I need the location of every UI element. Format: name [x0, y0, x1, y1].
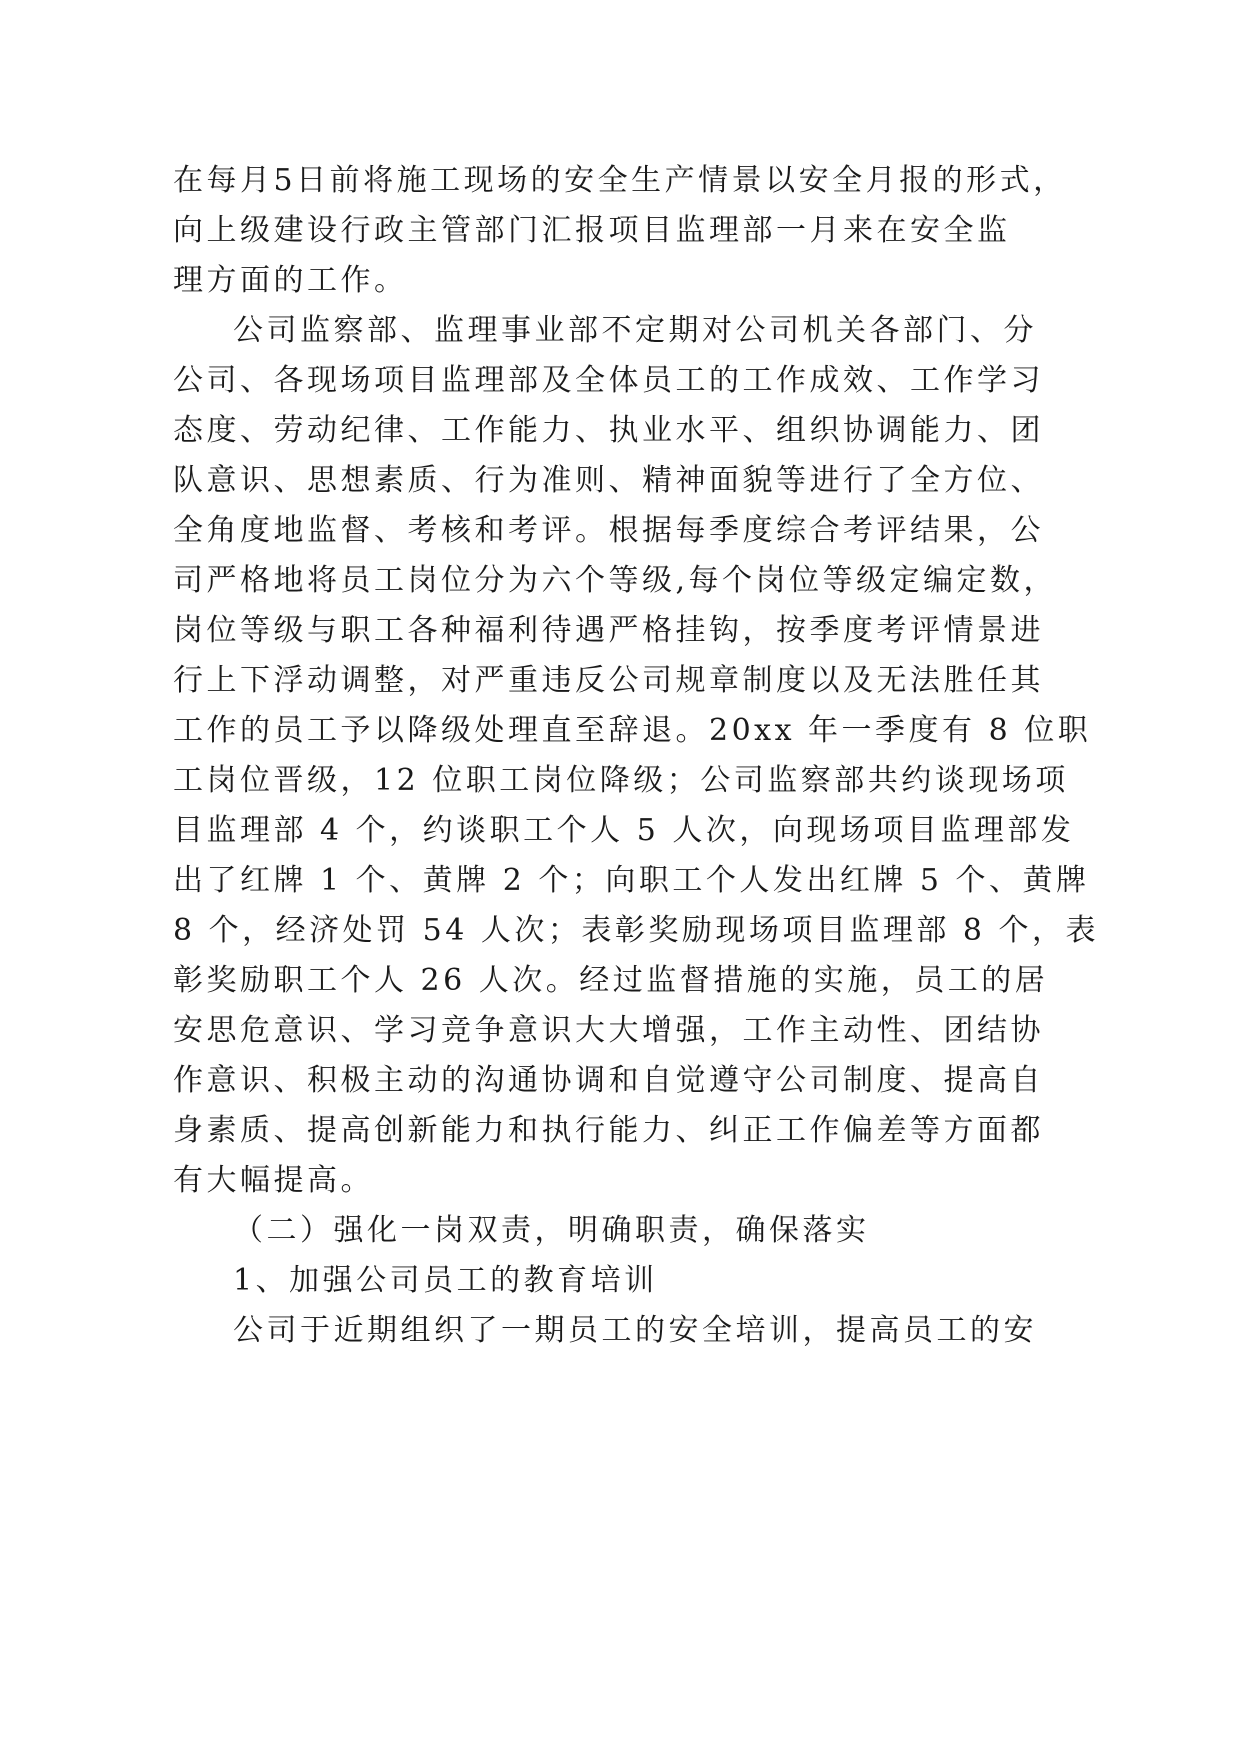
- text-line: 作意识、积极主动的沟通协调和自觉遵守公司制度、提高自: [173, 1063, 1044, 1098]
- text-line: 行上下浮动调整，对严重违反公司规章制度以及无法胜任其: [173, 663, 1044, 698]
- text-line: 工岗位晋级，12 位职工岗位降级；公司监察部共约谈现场项: [173, 763, 1069, 798]
- text-line: 有大幅提高。: [173, 1163, 374, 1198]
- text-line: 向上级建设行政主管部门汇报项目监理部一月来在安全监: [173, 213, 1011, 248]
- text-line: 目监理部 4 个，约谈职工个人 5 人次，向现场项目监理部发: [173, 813, 1075, 848]
- paragraph-first-line: 公司于近期组织了一期员工的安全培训，提高员工的安: [233, 1313, 1037, 1348]
- section-heading: （二）强化一岗双责，明确职责，确保落实: [233, 1213, 870, 1248]
- paragraph-first-line: 公司监察部、监理事业部不定期对公司机关各部门、分: [233, 313, 1037, 348]
- text-line: 队意识、思想素质、行为准则、精神面貌等进行了全方位、: [173, 463, 1044, 498]
- subsection-heading: 1、加强公司员工的教育培训: [233, 1263, 658, 1298]
- text-line: 安思危意识、学习竞争意识大大增强，工作主动性、团结协: [173, 1013, 1044, 1048]
- text-line: 工作的员工予以降级处理直至辞退。20xx 年一季度有 8 位职: [173, 713, 1092, 748]
- text-line: 岗位等级与职工各种福利待遇严格挂钩，按季度考评情景进: [173, 613, 1044, 648]
- text-line: 理方面的工作。: [173, 263, 408, 298]
- text-line: 身素质、提高创新能力和执行能力、纠正工作偏差等方面都: [173, 1113, 1044, 1148]
- text-line: 彰奖励职工个人 26 人次。经过监督措施的实施，员工的居: [173, 963, 1049, 998]
- text-line: 8 个，经济处罚 54 人次；表彰奖励现场项目监理部 8 个，表: [173, 913, 1100, 948]
- text-line: 司严格地将员工岗位分为六个等级,每个岗位等级定编定数，: [173, 563, 1058, 598]
- text-line: 在每月5日前将施工现场的安全生产情景以安全月报的形式，: [173, 163, 1067, 198]
- text-line: 态度、劳动纪律、工作能力、执业水平、组织协调能力、团: [173, 413, 1044, 448]
- text-line: 公司、各现场项目监理部及全体员工的工作成效、工作学习: [173, 363, 1044, 398]
- text-line: 全角度地监督、考核和考评。根据每季度综合考评结果，公: [173, 513, 1044, 548]
- text-line: 出了红牌 1 个、黄牌 2 个；向职工个人发出红牌 5 个、黄牌: [173, 863, 1090, 898]
